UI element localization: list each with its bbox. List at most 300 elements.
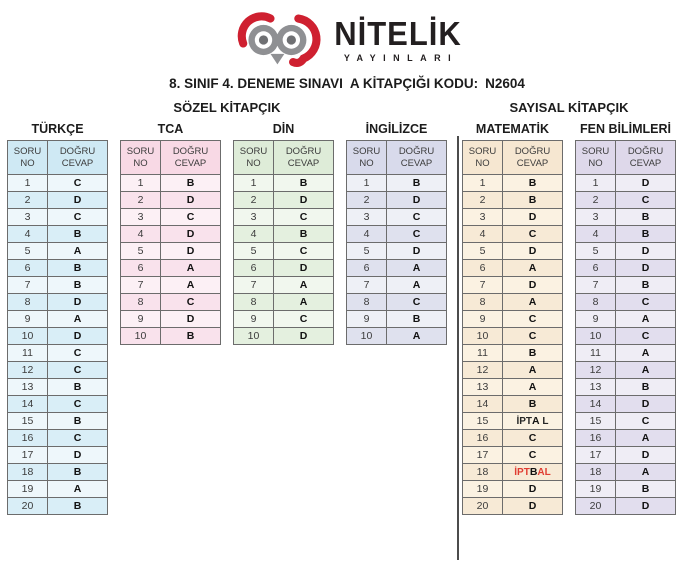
- answer-key-grid: [7, 140, 108, 515]
- header-row: [121, 141, 221, 175]
- table-row: [8, 192, 108, 209]
- exam-title-row: [0, 76, 694, 91]
- table-row: [463, 345, 563, 362]
- question-number: 10: [8, 328, 48, 345]
- section-label-sayisal: SAYISAL KİTAPÇIK: [509, 100, 629, 115]
- answer-table: [462, 122, 563, 515]
- section-sayisal: [462, 100, 676, 515]
- question-number: 5: [463, 243, 503, 260]
- answer-value: C: [48, 430, 108, 447]
- question-number: 3: [347, 209, 387, 226]
- answer-key-grid: [233, 140, 334, 345]
- question-number: 16: [8, 430, 48, 447]
- answer-value: B: [616, 226, 676, 243]
- answer-value: A: [503, 379, 563, 396]
- question-number: 11: [463, 345, 503, 362]
- table-row: [347, 260, 447, 277]
- answer-value: D: [48, 192, 108, 209]
- table-row: [576, 192, 676, 209]
- question-number: 6: [576, 260, 616, 277]
- answer-value: D: [274, 192, 334, 209]
- table-row: [234, 328, 334, 345]
- answer-value: A: [48, 243, 108, 260]
- question-number: 1: [576, 175, 616, 192]
- answer-value: D: [387, 192, 447, 209]
- table-row: [463, 311, 563, 328]
- answer-value: A: [503, 362, 563, 379]
- answer-value: D: [161, 243, 221, 260]
- question-number: 3: [8, 209, 48, 226]
- question-number: 20: [463, 498, 503, 515]
- answer-value: D: [503, 277, 563, 294]
- table-row: [576, 209, 676, 226]
- answer-value: [503, 464, 563, 481]
- cancel-text-pre: İPT: [514, 467, 530, 478]
- table-title: TÜRKÇE: [31, 122, 84, 136]
- answer-value: C: [48, 362, 108, 379]
- table-row: [121, 294, 221, 311]
- table-row: [347, 243, 447, 260]
- section-label-sozel: SÖZEL KİTAPÇIK: [173, 100, 281, 115]
- cancel-text-post: AL: [537, 467, 551, 478]
- question-number: 11: [576, 345, 616, 362]
- sozel-tables-row: [7, 122, 447, 515]
- brand-wordmark: [334, 14, 462, 63]
- answer-value: C: [616, 192, 676, 209]
- table-row: [234, 192, 334, 209]
- answer-value: B: [48, 379, 108, 396]
- question-number: 6: [347, 260, 387, 277]
- answer-table: [233, 122, 334, 345]
- question-number: 4: [576, 226, 616, 243]
- question-number: 18: [8, 464, 48, 481]
- answer-value: C: [48, 175, 108, 192]
- soru-no-header: SORU NO: [234, 141, 274, 175]
- answer-value: B: [616, 481, 676, 498]
- question-number: 13: [463, 379, 503, 396]
- question-number: 15: [463, 413, 503, 430]
- dogru-cevap-header: DOĞRU CEVAP: [387, 141, 447, 175]
- question-number: 1: [463, 175, 503, 192]
- answer-value: A: [616, 464, 676, 481]
- answer-value: D: [503, 498, 563, 515]
- question-number: 16: [576, 430, 616, 447]
- question-number: 3: [234, 209, 274, 226]
- answer-value: D: [616, 175, 676, 192]
- answer-value: B: [503, 192, 563, 209]
- table-row: [347, 226, 447, 243]
- question-number: 12: [576, 362, 616, 379]
- answer-table: [7, 122, 108, 515]
- answer-value: C: [274, 243, 334, 260]
- question-number: 10: [347, 328, 387, 345]
- table-row: [8, 175, 108, 192]
- dogru-cevap-header: DOĞRU CEVAP: [616, 141, 676, 175]
- answer-value: C: [48, 345, 108, 362]
- exam-title: 8. SINIF 4. DENEME SINAVI: [169, 76, 343, 91]
- question-number: 1: [347, 175, 387, 192]
- table-row: [463, 192, 563, 209]
- question-number: 1: [234, 175, 274, 192]
- answer-value: D: [503, 209, 563, 226]
- answer-value: C: [503, 311, 563, 328]
- header-row: [234, 141, 334, 175]
- owl-icon: [232, 11, 324, 69]
- table-row: [121, 328, 221, 345]
- answer-value: B: [616, 209, 676, 226]
- question-number: 2: [463, 192, 503, 209]
- answer-value: B: [48, 498, 108, 515]
- answer-value: C: [503, 430, 563, 447]
- question-number: 5: [8, 243, 48, 260]
- question-number: 8: [121, 294, 161, 311]
- table-row: [347, 277, 447, 294]
- question-number: 15: [576, 413, 616, 430]
- cancelled-answer-letter: B: [529, 466, 538, 478]
- table-row: [8, 481, 108, 498]
- dogru-cevap-header: DOĞRU CEVAP: [503, 141, 563, 175]
- answer-value: B: [274, 226, 334, 243]
- answer-value: C: [616, 328, 676, 345]
- table-row: [463, 294, 563, 311]
- table-row: [463, 243, 563, 260]
- table-row: [463, 277, 563, 294]
- answer-value: D: [48, 294, 108, 311]
- question-number: 2: [576, 192, 616, 209]
- answer-value: A: [161, 260, 221, 277]
- question-number: 4: [8, 226, 48, 243]
- table-row: [576, 277, 676, 294]
- nitelik-logo: [0, 0, 694, 72]
- table-row: [576, 175, 676, 192]
- header-row: [347, 141, 447, 175]
- table-row: [8, 260, 108, 277]
- question-number: 9: [463, 311, 503, 328]
- question-number: 13: [8, 379, 48, 396]
- question-number: 9: [8, 311, 48, 328]
- question-number: 8: [234, 294, 274, 311]
- question-number: 5: [576, 243, 616, 260]
- table-row: [463, 175, 563, 192]
- answer-value: B: [387, 311, 447, 328]
- answer-value: C: [48, 209, 108, 226]
- answer-value: D: [161, 226, 221, 243]
- booklet-code-label: A KİTAPÇIĞI KODU:: [349, 76, 479, 91]
- table-row: [463, 396, 563, 413]
- answer-value: D: [48, 328, 108, 345]
- answer-value: D: [616, 498, 676, 515]
- table-row: [121, 311, 221, 328]
- question-number: 9: [576, 311, 616, 328]
- answer-table: [120, 122, 221, 345]
- question-number: 11: [8, 345, 48, 362]
- question-number: 14: [576, 396, 616, 413]
- question-number: 19: [8, 481, 48, 498]
- answer-value: A: [616, 345, 676, 362]
- answer-value: C: [616, 294, 676, 311]
- soru-no-header: SORU NO: [463, 141, 503, 175]
- question-number: 18: [576, 464, 616, 481]
- answer-table: [346, 122, 447, 345]
- table-row: [347, 311, 447, 328]
- question-number: 20: [576, 498, 616, 515]
- question-number: 17: [576, 447, 616, 464]
- question-number: 5: [121, 243, 161, 260]
- table-row: [8, 243, 108, 260]
- table-row: [463, 498, 563, 515]
- answer-value: B: [503, 175, 563, 192]
- question-number: 7: [347, 277, 387, 294]
- answer-key-grid: [575, 140, 676, 515]
- answer-key-grid: [462, 140, 563, 515]
- table-row: [121, 277, 221, 294]
- answer-value: B: [274, 175, 334, 192]
- answer-value: C: [48, 396, 108, 413]
- question-number: 15: [8, 413, 48, 430]
- table-row: [576, 226, 676, 243]
- table-row: [576, 311, 676, 328]
- header-row: [463, 141, 563, 175]
- question-number: 6: [234, 260, 274, 277]
- dogru-cevap-header: DOĞRU CEVAP: [161, 141, 221, 175]
- table-row: [121, 243, 221, 260]
- table-row: [576, 396, 676, 413]
- soru-no-header: SORU NO: [121, 141, 161, 175]
- question-number: 5: [234, 243, 274, 260]
- question-number: 6: [121, 260, 161, 277]
- answer-value: B: [48, 277, 108, 294]
- question-number: 4: [234, 226, 274, 243]
- dogru-cevap-header: DOĞRU CEVAP: [274, 141, 334, 175]
- section-sozel: [7, 100, 447, 515]
- table-row: [234, 226, 334, 243]
- answer-value: D: [616, 243, 676, 260]
- table-row: [576, 379, 676, 396]
- table-row: [8, 498, 108, 515]
- answer-value: C: [387, 226, 447, 243]
- answer-value: B: [503, 345, 563, 362]
- answer-value: D: [274, 328, 334, 345]
- answer-value: D: [616, 260, 676, 277]
- table-row: [8, 447, 108, 464]
- brand-subtitle: YAYINLARI: [343, 52, 459, 63]
- question-number: 10: [121, 328, 161, 345]
- answer-value: A: [274, 294, 334, 311]
- answer-key-grid: [346, 140, 447, 345]
- table-row: [576, 294, 676, 311]
- table-row: [8, 396, 108, 413]
- soru-no-header: SORU NO: [347, 141, 387, 175]
- answer-value: C: [503, 226, 563, 243]
- answer-value: B: [48, 260, 108, 277]
- question-number: 10: [576, 328, 616, 345]
- answer-value: B: [503, 396, 563, 413]
- table-row: [8, 345, 108, 362]
- table-row: [121, 209, 221, 226]
- table-row: [347, 294, 447, 311]
- answer-value: A: [616, 362, 676, 379]
- answer-value: C: [387, 209, 447, 226]
- answer-value: B: [616, 379, 676, 396]
- answer-value: B: [48, 464, 108, 481]
- table-row: [234, 243, 334, 260]
- question-number: 3: [576, 209, 616, 226]
- question-number: 9: [121, 311, 161, 328]
- question-number: 14: [463, 396, 503, 413]
- answer-value: B: [48, 413, 108, 430]
- table-row: [463, 209, 563, 226]
- question-number: 17: [8, 447, 48, 464]
- table-row: [463, 362, 563, 379]
- answer-value: D: [161, 192, 221, 209]
- answer-value: C: [274, 311, 334, 328]
- question-number: 2: [121, 192, 161, 209]
- table-row: [576, 243, 676, 260]
- question-number: 4: [121, 226, 161, 243]
- table-title: DİN: [272, 122, 295, 136]
- question-number: 10: [234, 328, 274, 345]
- table-row: [576, 345, 676, 362]
- question-number: 8: [463, 294, 503, 311]
- question-number: 7: [576, 277, 616, 294]
- question-number: 17: [463, 447, 503, 464]
- answer-value: B: [161, 328, 221, 345]
- answer-tables-area: [0, 100, 694, 515]
- question-number: 8: [347, 294, 387, 311]
- question-number: 12: [8, 362, 48, 379]
- table-row: [463, 226, 563, 243]
- answer-value: D: [161, 311, 221, 328]
- answer-value: B: [161, 175, 221, 192]
- table-row: [576, 464, 676, 481]
- table-row: [121, 192, 221, 209]
- answer-value: B: [616, 277, 676, 294]
- question-number: 19: [576, 481, 616, 498]
- answer-value: A: [616, 430, 676, 447]
- answer-value: C: [503, 447, 563, 464]
- table-row: [463, 379, 563, 396]
- question-number: 7: [234, 277, 274, 294]
- answer-value: A: [503, 260, 563, 277]
- answer-key-grid: [120, 140, 221, 345]
- cancelled-answer-letter: A: [532, 415, 540, 427]
- cancel-text-pre: İPT: [516, 416, 533, 427]
- table-title: İNGİLİZCE: [365, 122, 428, 136]
- table-row: [234, 209, 334, 226]
- table-row: [8, 311, 108, 328]
- table-row: [576, 413, 676, 430]
- table-row: [463, 413, 563, 430]
- answer-value: C: [274, 209, 334, 226]
- answer-value: C: [387, 294, 447, 311]
- answer-value: D: [503, 243, 563, 260]
- table-row: [121, 175, 221, 192]
- table-row: [234, 260, 334, 277]
- question-number: 2: [347, 192, 387, 209]
- answer-value: B: [387, 175, 447, 192]
- table-row: [8, 379, 108, 396]
- table-row: [463, 464, 563, 481]
- question-number: 8: [8, 294, 48, 311]
- question-number: 20: [8, 498, 48, 515]
- answer-value: C: [616, 413, 676, 430]
- table-row: [463, 447, 563, 464]
- question-number: 7: [121, 277, 161, 294]
- answer-value: D: [616, 447, 676, 464]
- table-row: [234, 294, 334, 311]
- answer-value: A: [274, 277, 334, 294]
- question-number: 1: [121, 175, 161, 192]
- answer-value: D: [274, 260, 334, 277]
- brand-name: NİTELİK: [334, 14, 462, 52]
- table-row: [576, 430, 676, 447]
- answer-value: D: [503, 481, 563, 498]
- answer-value: C: [503, 328, 563, 345]
- question-number: 2: [234, 192, 274, 209]
- answer-value: A: [48, 481, 108, 498]
- question-number: 16: [463, 430, 503, 447]
- question-number: 9: [347, 311, 387, 328]
- answer-value: D: [387, 243, 447, 260]
- header-row: [576, 141, 676, 175]
- answer-value: C: [161, 209, 221, 226]
- answer-value: D: [48, 447, 108, 464]
- table-row: [234, 311, 334, 328]
- answer-table: [575, 122, 676, 515]
- answer-value: C: [161, 294, 221, 311]
- table-row: [576, 260, 676, 277]
- answer-value: A: [387, 260, 447, 277]
- question-number: 5: [347, 243, 387, 260]
- table-row: [234, 277, 334, 294]
- answer-value: [503, 413, 563, 430]
- answer-value: A: [503, 294, 563, 311]
- answer-value: B: [48, 226, 108, 243]
- table-row: [463, 481, 563, 498]
- soru-no-header: SORU NO: [576, 141, 616, 175]
- table-row: [576, 481, 676, 498]
- dogru-cevap-header: DOĞRU CEVAP: [48, 141, 108, 175]
- table-row: [463, 328, 563, 345]
- table-row: [463, 430, 563, 447]
- question-number: 1: [8, 175, 48, 192]
- question-number: 7: [463, 277, 503, 294]
- table-row: [8, 294, 108, 311]
- table-row: [8, 362, 108, 379]
- table-row: [8, 277, 108, 294]
- table-row: [8, 430, 108, 447]
- table-row: [576, 362, 676, 379]
- answer-value: A: [161, 277, 221, 294]
- question-number: 6: [8, 260, 48, 277]
- table-title: MATEMATİK: [475, 122, 550, 136]
- question-number: 7: [8, 277, 48, 294]
- question-number: 3: [463, 209, 503, 226]
- section-divider: [457, 136, 459, 560]
- booklet-code-value: N2604: [485, 76, 525, 91]
- table-row: [347, 192, 447, 209]
- question-number: 8: [576, 294, 616, 311]
- table-row: [8, 328, 108, 345]
- question-number: 4: [347, 226, 387, 243]
- header-row: [8, 141, 108, 175]
- cancel-text-post: L: [539, 416, 549, 427]
- answer-value: A: [387, 328, 447, 345]
- table-row: [8, 209, 108, 226]
- question-number: 4: [463, 226, 503, 243]
- answer-value: A: [48, 311, 108, 328]
- table-row: [347, 175, 447, 192]
